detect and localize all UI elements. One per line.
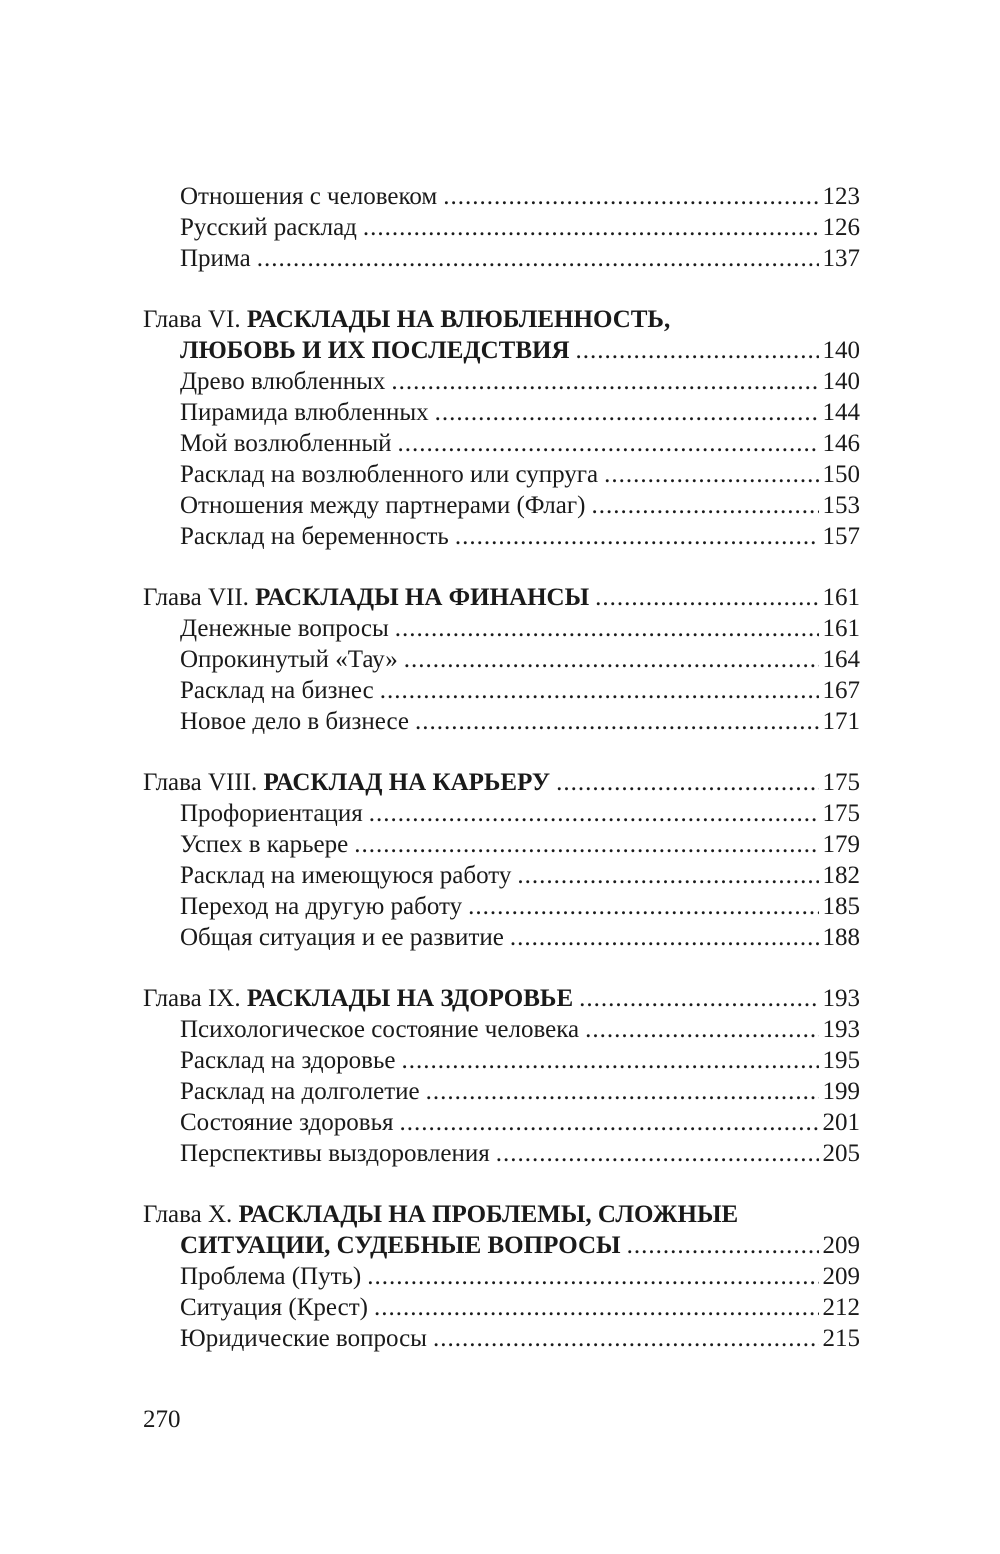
toc-entry-page: 212 [822, 1294, 860, 1321]
chapter-label: Глава IX. [143, 985, 241, 1012]
chapter-page: 209 [822, 1232, 860, 1259]
chapter-heading [143, 304, 860, 335]
chapter-9 [143, 983, 860, 1169]
toc-entry-page: 144 [822, 399, 860, 426]
toc-entry-title: Успех в карьере [180, 831, 349, 858]
dot-leader [374, 1292, 819, 1323]
toc-entry-title: Древо влюбленных [180, 368, 386, 395]
toc-entry [143, 521, 860, 552]
toc-entry-title: Расклад на беременность [180, 523, 449, 550]
toc-entry [143, 1292, 860, 1323]
toc-entry [143, 891, 860, 922]
chapter-title-cont: СИТУАЦИИ, СУДЕБНЫЕ ВОПРОСЫ [180, 1232, 621, 1259]
toc-entry [143, 829, 860, 860]
toc-entry [143, 1107, 860, 1138]
chapter-7 [143, 582, 860, 737]
dot-leader [380, 675, 819, 706]
toc-entry-page: 201 [822, 1109, 860, 1136]
toc-entry [143, 243, 860, 274]
dot-leader [435, 397, 819, 428]
chapter-label: Глава VIII. [143, 769, 258, 796]
chapter-label: Глава X. [143, 1201, 233, 1228]
dot-leader [354, 829, 818, 860]
toc-entry-title: Переход на другую работу [180, 893, 463, 920]
toc-entry [143, 428, 860, 459]
toc-entry-title: Русский расклад [180, 214, 357, 241]
toc-entry [143, 490, 860, 521]
toc-entry-title: Отношения с человеком [180, 183, 438, 210]
dot-leader [404, 644, 819, 675]
toc-entry-title: Расклад на имеющуюся работу [180, 862, 512, 889]
toc-entry-page: 137 [822, 245, 860, 272]
toc-entry-page: 179 [822, 831, 860, 858]
toc-entry-page: 171 [822, 708, 860, 735]
toc-entry [143, 613, 860, 644]
toc-entry-page: 167 [822, 677, 860, 704]
toc-entry [143, 1014, 860, 1045]
toc-entry [143, 922, 860, 953]
toc-entry-page: 157 [822, 523, 860, 550]
toc-entry [143, 1261, 860, 1292]
chapter-title-cont: ЛЮБОВЬ И ИХ ПОСЛЕДСТВИЯ [180, 337, 570, 364]
toc-entry [143, 860, 860, 891]
dot-leader [433, 1323, 819, 1354]
toc-entry-page: 193 [822, 1016, 860, 1043]
toc-entry [143, 212, 860, 243]
toc-entry [143, 644, 860, 675]
chapter-heading-cont [143, 1230, 860, 1261]
toc-entry [143, 1323, 860, 1354]
chapter-heading [143, 767, 860, 798]
toc-entry [143, 675, 860, 706]
chapter-10 [143, 1199, 860, 1354]
dot-leader [556, 767, 818, 798]
toc-entry [143, 1076, 860, 1107]
toc-entry [143, 1138, 860, 1169]
chapter-heading-cont [143, 335, 860, 366]
dot-leader [391, 366, 818, 397]
dot-leader [401, 1045, 818, 1076]
dot-leader [595, 582, 818, 613]
toc-entry-title: Состояние здоровья [180, 1109, 394, 1136]
chapter-label: Глава VI. [143, 306, 241, 333]
dot-leader [627, 1230, 819, 1261]
toc-entry-title: Расклад на возлюбленного или супруга [180, 461, 599, 488]
toc-entry-page: 195 [822, 1047, 860, 1074]
dot-leader [585, 1014, 818, 1045]
toc-entry-title: Проблема (Путь) [180, 1263, 362, 1290]
toc-entry-title: Мой возлюбленный [180, 430, 392, 457]
toc-entry [143, 459, 860, 490]
toc-entry-title: Денежные вопросы [180, 615, 389, 642]
dot-leader [496, 1138, 819, 1169]
chapter-title: РАСКЛАДЫ НА ВЛЮБЛЕННОСТЬ, [246, 306, 671, 333]
dot-leader [591, 490, 818, 521]
toc-entry-title: Перспективы выздоровления [180, 1140, 490, 1167]
dot-leader [426, 1076, 819, 1107]
toc-entry-page: 164 [822, 646, 860, 673]
dot-leader [398, 428, 819, 459]
chapter-title: РАСКЛАД НА КАРЬЕРУ [263, 769, 551, 796]
toc-entry [143, 397, 860, 428]
toc-entry-title: Опрокинутый «Тау» [180, 646, 398, 673]
chapter-page: 175 [822, 769, 860, 796]
toc-entry-page: 205 [822, 1140, 860, 1167]
toc-entry-page: 153 [822, 492, 860, 519]
dot-leader [257, 243, 819, 274]
toc-entry-title: Ситуация (Крест) [180, 1294, 368, 1321]
dot-leader [517, 860, 818, 891]
dot-leader [468, 891, 818, 922]
dot-leader [415, 706, 818, 737]
chapter-heading [143, 983, 860, 1014]
toc-entry-title: Общая ситуация и ее развитие [180, 924, 504, 951]
toc-entry-title: Психологическое состояние человека [180, 1016, 580, 1043]
toc-entry-title: Новое дело в бизнесе [180, 708, 410, 735]
dot-leader [367, 1261, 818, 1292]
toc-entry [143, 181, 860, 212]
dot-leader [510, 922, 819, 953]
chapter-6 [143, 304, 860, 552]
dot-leader [576, 335, 819, 366]
toc-entry-title: Расклад на бизнес [180, 677, 374, 704]
toc-entry-page: 175 [822, 800, 860, 827]
toc-entry-page: 126 [822, 214, 860, 241]
toc-entry-title: Расклад на долголетие [180, 1078, 420, 1105]
chapter-title: РАСКЛАДЫ НА ФИНАНСЫ [255, 584, 590, 611]
toc-entry-title: Прима [180, 245, 251, 272]
chapter-heading [143, 582, 860, 613]
chapter-page: 140 [822, 337, 860, 364]
toc-entry-page: 123 [822, 183, 860, 210]
dot-leader [443, 181, 818, 212]
toc-entry-page: 182 [822, 862, 860, 889]
dot-leader [579, 983, 818, 1014]
dot-leader [455, 521, 819, 552]
dot-leader [399, 1107, 818, 1138]
chapter-page: 161 [822, 584, 860, 611]
chapter-8 [143, 767, 860, 953]
toc-entry-page: 150 [822, 461, 860, 488]
dot-leader [369, 798, 819, 829]
toc-entry-title: Отношения между партнерами (Флаг) [180, 492, 586, 519]
chapter-label: Глава VII. [143, 584, 249, 611]
dot-leader [395, 613, 819, 644]
chapter-title: РАСКЛАДЫ НА ПРОБЛЕМЫ, СЛОЖНЫЕ [238, 1201, 739, 1228]
chapter-heading [143, 1199, 860, 1230]
table-of-contents [143, 181, 860, 1354]
toc-entry [143, 366, 860, 397]
toc-entry [143, 706, 860, 737]
toc-entry-page: 188 [822, 924, 860, 951]
toc-entry-page: 185 [822, 893, 860, 920]
chapter-page: 193 [822, 985, 860, 1012]
toc-entry-title: Пирамида влюбленных [180, 399, 429, 426]
page-number: 270 [143, 1406, 181, 1433]
toc-entry-page: 146 [822, 430, 860, 457]
toc-entry-title: Юридические вопросы [180, 1325, 427, 1352]
toc-entry-title: Профориентация [180, 800, 363, 827]
toc-entry [143, 798, 860, 829]
dot-leader [604, 459, 818, 490]
chapter-title: РАСКЛАДЫ НА ЗДОРОВЬЕ [246, 985, 574, 1012]
toc-entry-page: 209 [822, 1263, 860, 1290]
toc-entry-page: 215 [822, 1325, 860, 1352]
toc-entry-page: 161 [822, 615, 860, 642]
toc-entry-page: 199 [822, 1078, 860, 1105]
toc-entry-title: Расклад на здоровье [180, 1047, 396, 1074]
toc-entry [143, 1045, 860, 1076]
dot-leader [363, 212, 819, 243]
toc-entry-page: 140 [822, 368, 860, 395]
